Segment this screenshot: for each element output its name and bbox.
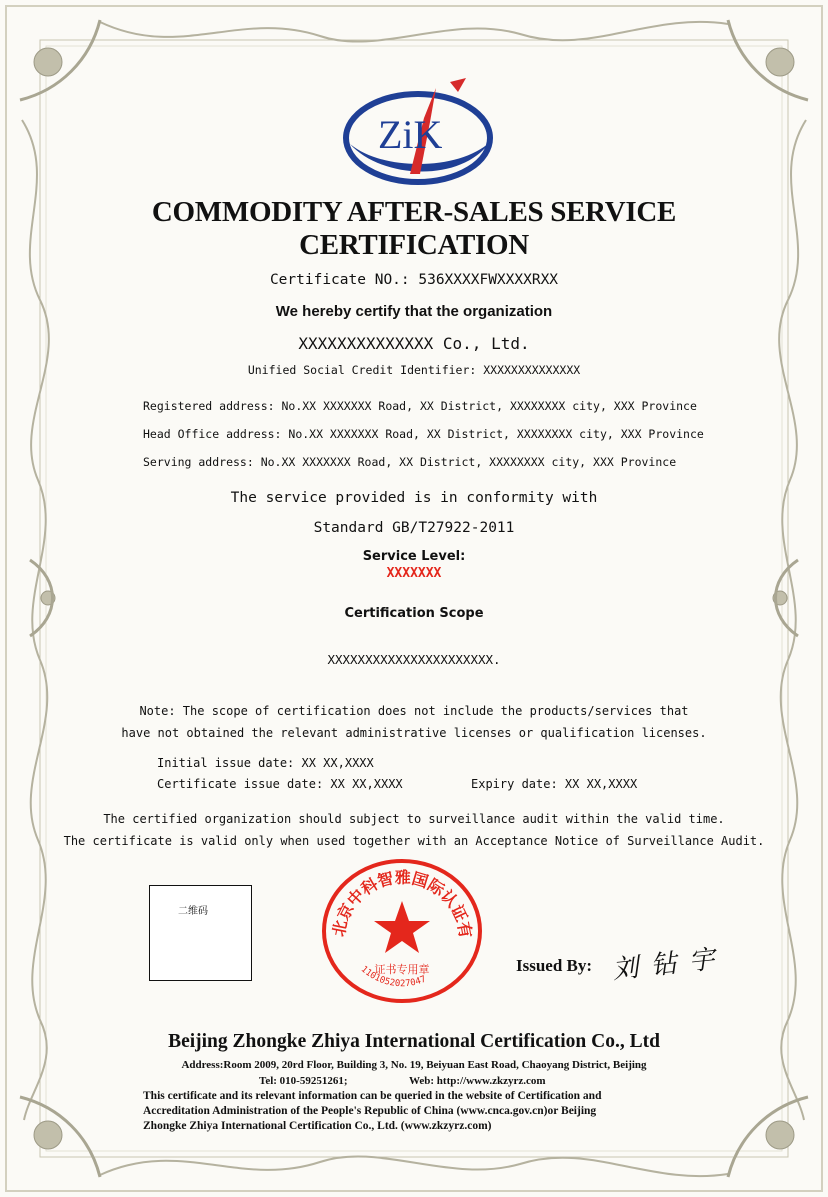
- credit-identifier: Unified Social Credit Identifier: XXXXXXXXXXXXXX: [247, 363, 581, 377]
- svg-text:1101052027047: 1101052027047: [358, 964, 428, 990]
- head-office-address: Head Office address: No.XX XXXXXXX Road, XX District, XXXXXXXX city, XXX Province: [143, 427, 704, 441]
- organization-name: XXXXXXXXXXXXXX Co., Ltd.: [298, 334, 530, 353]
- note-line-1: Note: The scope of certification does not include the products/services that: [139, 704, 689, 718]
- svg-text:ZiK: ZiK: [378, 112, 443, 157]
- footer-address: Address:Room 2009, 20rd Floor, Building 3, No. 19, Beiyuan East Road, Chaoyang District, Beijing: [181, 1059, 647, 1071]
- signature: 刘 钻 宇: [610, 944, 719, 986]
- service-level-value: XXXXXXX: [386, 566, 442, 581]
- footer-company-name: Beijing Zhongke Zhiya International Certification Co., Ltd: [168, 1031, 660, 1052]
- certify-statement: We hereby certify that the organization: [275, 303, 553, 320]
- official-seal: [318, 855, 486, 1005]
- title-line-1: COMMODITY AFTER-SALES SERVICE: [151, 196, 677, 228]
- standard-reference: Standard GB/T27922-2011: [313, 520, 515, 536]
- scope-label: Certification Scope: [344, 606, 484, 621]
- scope-value: XXXXXXXXXXXXXXXXXXXXXX.: [327, 652, 501, 667]
- footer-info-1: This certificate and its relevant information can be queried in the website of Certification and: [143, 1090, 602, 1102]
- zk-logo: [340, 74, 496, 186]
- serving-address: Serving address: No.XX XXXXXXX Road, XX District, XXXXXXXX city, XXX Province: [143, 455, 677, 469]
- qr-code-label: 二维码: [178, 906, 208, 917]
- footer-tel: Tel: 010-59251261;: [259, 1075, 348, 1087]
- conformity-statement: The service provided is in conformity with: [230, 490, 598, 506]
- certificate-issue-date: Certificate issue date: XX XX,XXXX: [157, 777, 403, 791]
- note-line-2: have not obtained the relevant administrative licenses or qualification licenses.: [121, 726, 707, 740]
- title-line-2: CERTIFICATION: [299, 229, 529, 261]
- qr-code-box: [149, 885, 252, 981]
- surveillance-line-2: The certificate is valid only when used together with an Acceptance Notice of Surveillance Audit.: [63, 834, 765, 848]
- svg-text:北京中科智雅国际认证有限公司: 北京中科智雅国际认证有: [328, 867, 476, 940]
- certificate-number: Certificate NO.: 536XXXXFWXXXXRXX: [269, 272, 559, 288]
- expiry-date: Expiry date: XX XX,XXXX: [471, 777, 638, 791]
- initial-issue-date: Initial issue date: XX XX,XXXX: [157, 756, 374, 770]
- footer-info-2: Accreditation Administration of the People's Republic of China (www.cnca.gov.cn)or Beijing: [143, 1105, 597, 1117]
- footer-web: Web: http://www.zkzyrz.com: [409, 1075, 546, 1087]
- svg-text:证书专用章: 证书专用章: [374, 963, 430, 976]
- issued-by-label: Issued By:: [516, 956, 593, 975]
- footer-info-3: Zhongke Zhiya International Certification Co., Ltd. (www.zkzyrz.com): [143, 1120, 492, 1132]
- surveillance-line-1: The certified organization should subject to surveillance audit within the valid time.: [103, 812, 725, 826]
- certificate-title: [0, 196, 828, 262]
- service-level-label: Service Level:: [362, 549, 466, 564]
- registered-address: Registered address: No.XX XXXXXXX Road, XX District, XXXXXXXX city, XXX Province: [143, 399, 697, 413]
